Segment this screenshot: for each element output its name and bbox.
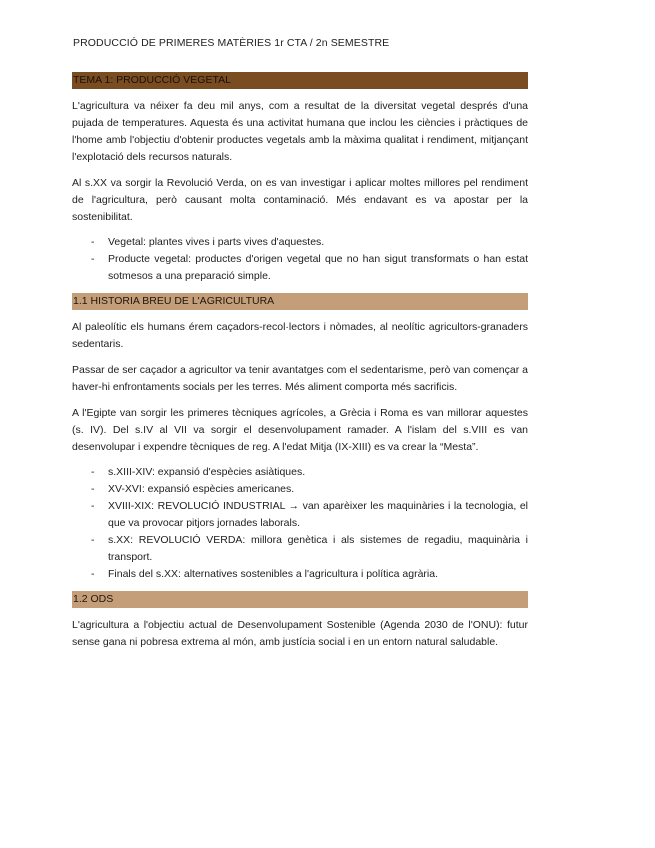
historia-paragraph-1: Al paleolític els humans érem caçadors-recol·lectors i nòmades, al neolític agricultors-granaders sedentaris. bbox=[72, 321, 528, 350]
list-item-text: XV-XVI: expansió espècies americanes. bbox=[108, 483, 295, 495]
list-item-text: s.XIII-XIV: expansió d'espècies asiàtiques. bbox=[108, 466, 306, 478]
list-item: - s.XIII-XIV: expansió d'espècies asiàtiques. bbox=[91, 466, 306, 478]
list-item-text: Vegetal: plantes vives i parts vives d'aquestes. bbox=[108, 236, 325, 248]
historia-list bbox=[72, 464, 528, 583]
list-item-text: s.XX: REVOLUCIÓ VERDA: millora genètica i als sistemes de regadiu, maquinària i transport. bbox=[108, 534, 528, 563]
tema1-paragraph-2: Al s.XX va sorgir la Revolució Verda, on es van investigar i aplicar moltes millores pel rendiment de l'agricultura, però causant molta contaminació. Més endavant es va apostar per la sostenibilitat. bbox=[72, 177, 528, 223]
list-item-text: Finals del s.XX: alternatives sostenibles a l'agricultura i política agrària. bbox=[108, 568, 438, 580]
document-content bbox=[72, 72, 528, 651]
list-item: - XV-XVI: expansió espècies americanes. bbox=[91, 483, 295, 495]
list-item: - XVIII-XIX: REVOLUCIÓ INDUSTRIAL → van aparèixer les maquinàries i la tecnologia, el que va provocar pitjors jornades laborals. bbox=[91, 500, 528, 529]
list-item: - Finals del s.XX: alternatives sostenibles a l'agricultura i política agrària. bbox=[91, 568, 438, 580]
ods-paragraph-1: L'agricultura a l'objectiu actual de Desenvolupament Sostenible (Agenda 2030 de l'ONU): futur sense gana ni pobresa extrema al món, amb justícia social i en un entorn natural saludable. bbox=[72, 619, 528, 648]
tema1-paragraph-1: L'agricultura va néixer fa deu mil anys, com a resultat de la diversitat vegetal després d'una pujada de temperatures. Aquesta és una activitat humana que inclou les ciències i pràctiques de l'home amb l'objectiu d'obtenir productes vegetals amb la màxima qualitat i rendiment, mitjançant l'explotació dels recursos naturals. bbox=[72, 100, 528, 163]
historia-heading: 1.1 HISTORIA BREU DE L'AGRICULTURA bbox=[72, 293, 528, 310]
list-item: - Producte vegetal: productes d'origen vegetal que no han sigut transformats o han estat sotmesos a una preparació simple. bbox=[91, 253, 528, 282]
tema1-list bbox=[72, 234, 528, 285]
document-header: PRODUCCIÓ DE PRIMERES MATÈRIES 1r CTA / 2n SEMESTRE bbox=[73, 37, 390, 49]
list-item-text: Producte vegetal: productes d'origen vegetal que no han sigut transformats o han estat sotmesos a una preparació simple. bbox=[108, 253, 528, 282]
ods-heading: 1.2 ODS bbox=[72, 591, 528, 608]
historia-paragraph-2: Passar de ser caçador a agricultor va tenir avantatges com el sedentarisme, però van començar a haver-hi enfrontaments socials per les terres. Més aliment comporta més sacrificis. bbox=[72, 364, 528, 393]
list-item: - s.XX: REVOLUCIÓ VERDA: millora genètica i als sistemes de regadiu, maquinària i transport. bbox=[91, 534, 528, 563]
tema1-heading: TEMA 1: PRODUCCIÓ VEGETAL bbox=[72, 72, 528, 89]
historia-paragraph-3: A l'Egipte van sorgir les primeres tècniques agrícoles, a Grècia i Roma es van millorar aquestes (s. IV). Del s.IV al VII va sorgir el desenvolupament ramader. A l'islam del s.VIII es van desenvolupar i expendre tècniques de reg. A l'edat Mitja (IX-XIII) es va crear la “Mesta”. bbox=[72, 407, 528, 453]
list-item-text: XVIII-XIX: REVOLUCIÓ INDUSTRIAL → van aparèixer les maquinàries i la tecnologia, el que va provocar pitjors jornades laborals. bbox=[108, 500, 528, 529]
list-item: - Vegetal: plantes vives i parts vives d'aquestes. bbox=[91, 236, 325, 248]
